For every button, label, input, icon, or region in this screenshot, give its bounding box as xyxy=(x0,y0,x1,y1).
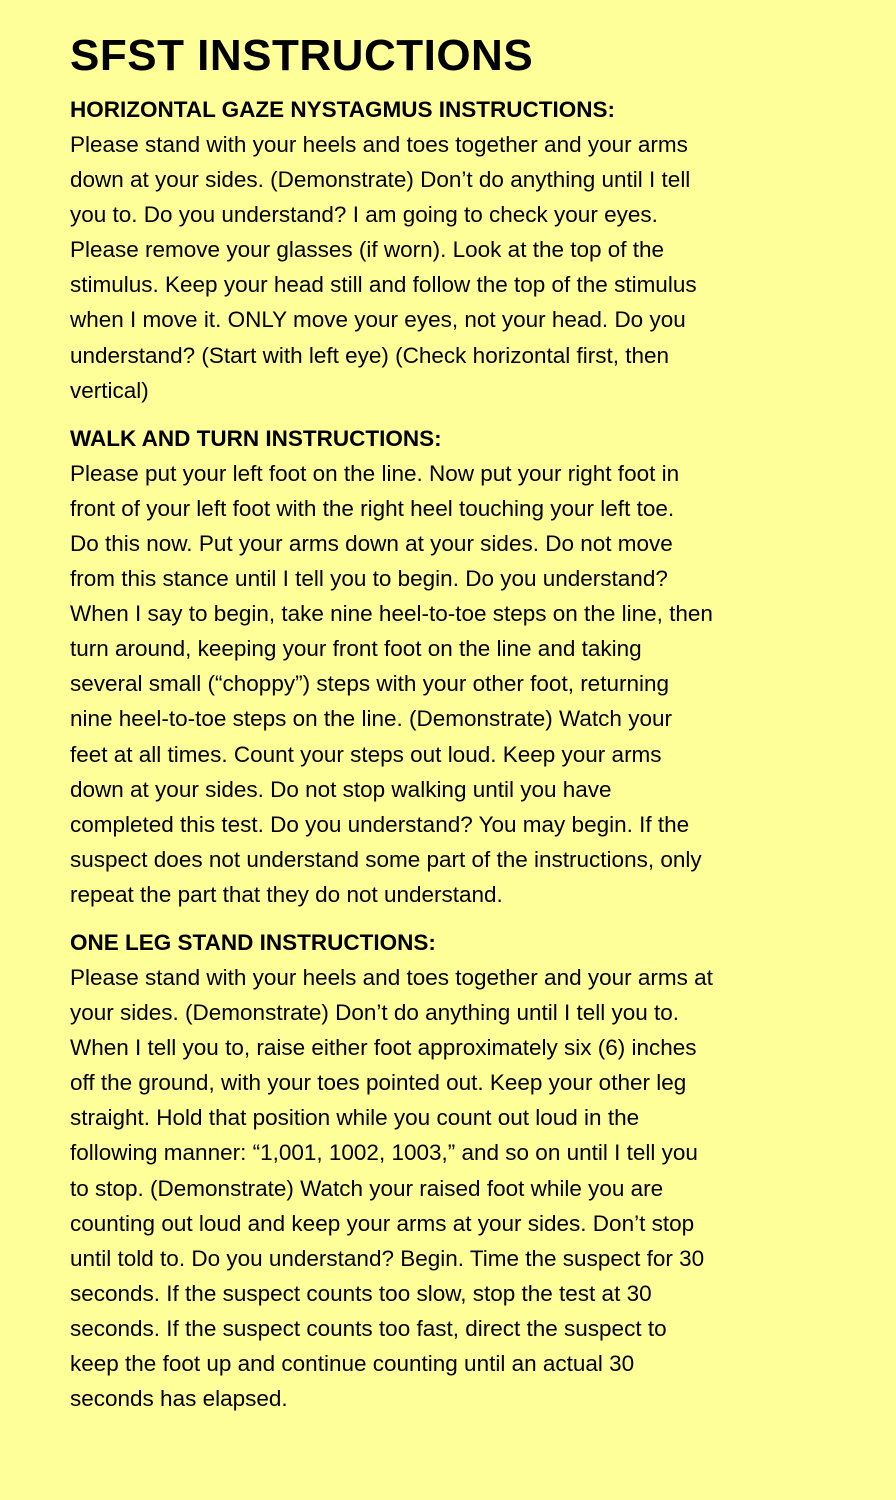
section-heading-one-leg-stand: ONE LEG STAND INSTRUCTIONS: xyxy=(70,929,436,955)
section-hgn xyxy=(70,92,856,408)
section-walk-and-turn xyxy=(70,421,856,912)
section-body-hgn: Please stand with your heels and toes together and your arms down at your sides. (Demonstrate) Don’t do anything until I tell you to. Do you understand? I am going to check your eyes. Please remove your glasses (if worn). Look at the top of the stimulus. Keep your head still and follow the top of the stimulus when I move it. ONLY move your eyes, not your head. Do you understand? (Start with left eye) (Check horizontal first, then vertical) xyxy=(70,132,697,403)
section-one-leg-stand xyxy=(70,925,856,1416)
section-heading-walk-and-turn: WALK AND TURN INSTRUCTIONS: xyxy=(70,425,442,451)
section-heading-hgn: HORIZONTAL GAZE NYSTAGMUS INSTRUCTIONS: xyxy=(70,97,615,122)
section-body-one-leg-stand: Please stand with your heels and toes together and your arms at your sides. (Demonstrate) Don’t do anything until I tell you to. When I tell you to, raise either foot approximately six (6) inches off the ground, with your toes pointed out. Keep your other leg straight. Hold that position while you count out loud in the following manner: “1,001, 1002, 1003,” and so on until I tell you to stop. (Demonstrate) Watch your raised foot while you are counting out loud and keep your arms at your sides. Don’t stop until told to. Do you understand? Begin. Time the suspect for 30 seconds. If the suspect counts too slow, stop the test at 30 seconds. If the suspect counts too fast, direct the suspect to keep the foot up and continue counting until an actual 30 seconds has elapsed. xyxy=(70,964,713,1412)
page-title: SFST INSTRUCTIONS xyxy=(70,31,534,80)
section-body-walk-and-turn: Please put your left foot on the line. Now put your right foot in front of your left foot with the right heel touching your left toe. Do this now. Put your arms down at your sides. Do not move from this stance until I tell you to begin. Do you understand? When I say to begin, take nine heel-to-toe steps on the line, then turn around, keeping your front foot on the line and taking several small (“choppy”) steps with your other foot, returning nine heel-to-toe steps on the line. (Demonstrate) Watch your feet at all times. Count your steps out loud. Keep your arms down at your sides. Do not stop walking until you have completed this test. Do you understand? You may begin. If the suspect does not understand some part of the instructions, only repeat the part that they do not understand. xyxy=(70,460,713,907)
